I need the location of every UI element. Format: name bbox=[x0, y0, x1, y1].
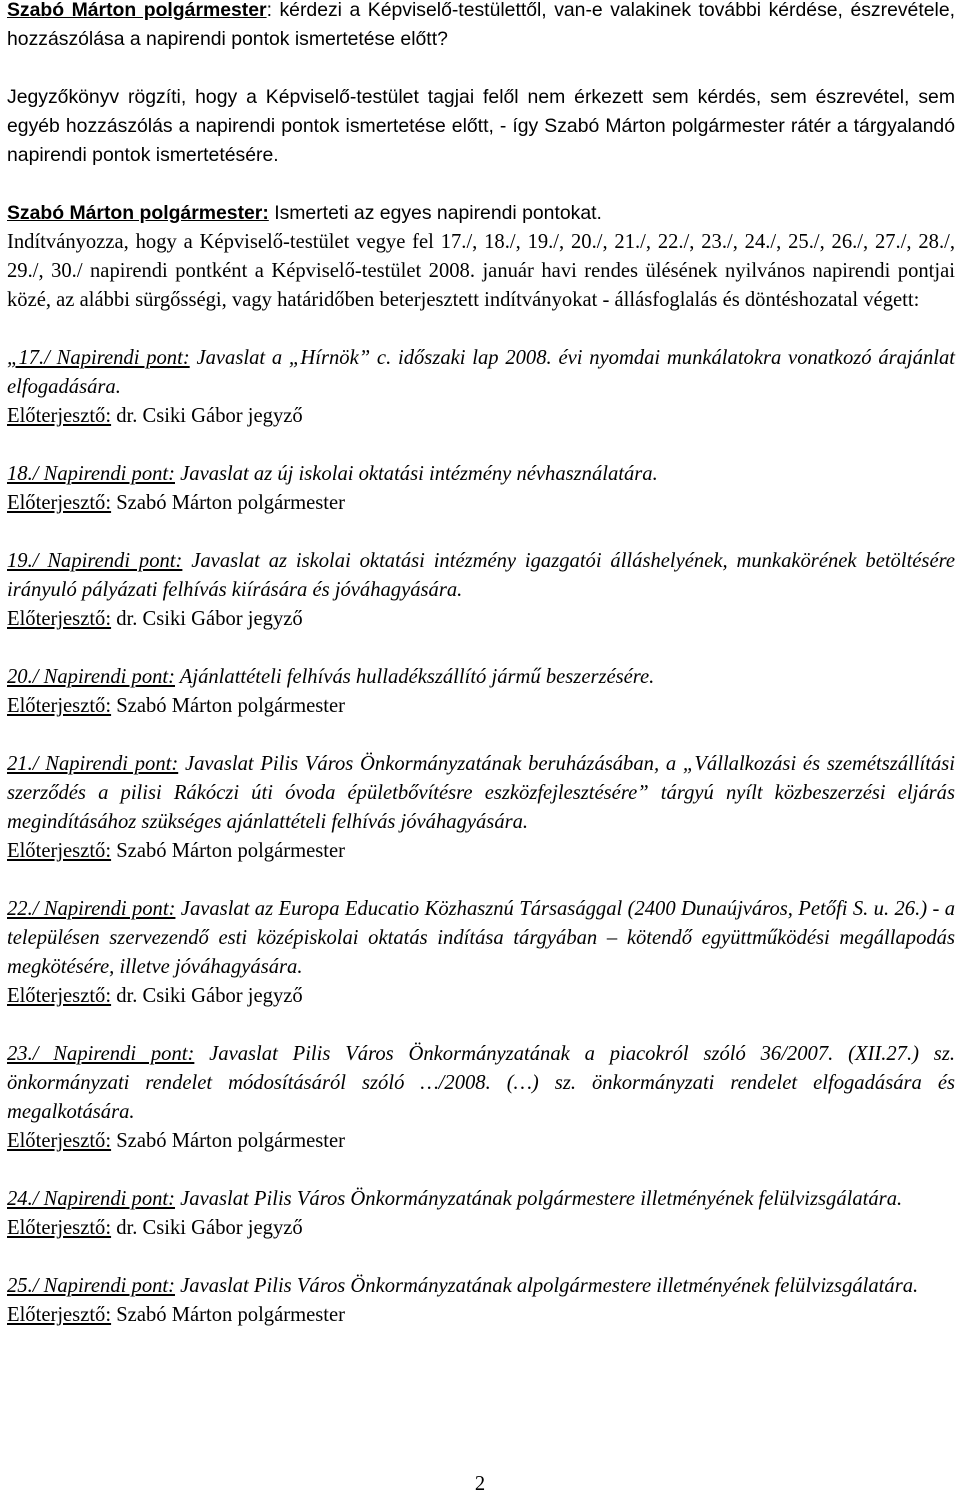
agenda-item-text: Ajánlattételi felhívás hulladékszállító jármű beszerzésére. bbox=[175, 666, 655, 688]
presenter-name: dr. Csiki Gábor jegyző bbox=[111, 608, 303, 630]
agenda-item-title bbox=[7, 547, 955, 605]
agenda-item bbox=[7, 460, 955, 518]
agenda-item-title bbox=[7, 1185, 955, 1214]
agenda-item-title bbox=[7, 1272, 955, 1301]
agenda-item-text: Javaslat Pilis Város Önkormányzatának a piacokról szóló 36/2007. (XII.27.) sz. önkormányzati rendelet módosításáról szóló …/2008. (…) sz. önkormányzati rendelet elfogadására és megalkotására. bbox=[7, 1043, 955, 1123]
agenda-item-number: 19./ Napirendi pont: bbox=[7, 550, 183, 572]
announcement-proposal: Indítványozza, hogy a Képviselő-testület vegye fel 17./, 18./, 19./, 20./, 21./, 22./, 23./, 24./, 25./, 26./, 27./, 28./, 29./, 30./ napirendi pontként a Képviselő-testület 2008. január havi rendes ülésének nyilvános napirendi pontjai közé, az alábbi sürgősségi, vagy határidőben beterjesztett indítványokat - állásfoglalás és döntéshozatal végett: bbox=[7, 231, 955, 311]
intro-speaker: Szabó Márton polgármester bbox=[7, 0, 267, 21]
agenda-item-number: 20./ Napirendi pont: bbox=[7, 666, 175, 688]
agenda-item bbox=[7, 750, 955, 866]
spacer bbox=[7, 170, 955, 199]
spacer bbox=[7, 315, 955, 344]
agenda-item-number: 24./ Napirendi pont: bbox=[7, 1188, 175, 1210]
agenda-item-presenter bbox=[7, 1127, 955, 1156]
presenter-name: Szabó Márton polgármester bbox=[111, 695, 345, 717]
presenter-label: Előterjesztő: bbox=[7, 840, 112, 862]
agenda-item-title bbox=[7, 895, 955, 982]
agenda-item bbox=[7, 663, 955, 721]
spacer bbox=[7, 1243, 955, 1272]
announcement-speaker: Szabó Márton polgármester: bbox=[7, 202, 269, 224]
document-page bbox=[7, 0, 955, 1330]
spacer bbox=[7, 431, 955, 460]
agenda-item-title bbox=[7, 460, 955, 489]
agenda-item-title bbox=[7, 750, 955, 837]
agenda-item-presenter bbox=[7, 605, 955, 634]
presenter-name: Szabó Márton polgármester bbox=[111, 1130, 345, 1152]
presenter-name: Szabó Márton polgármester bbox=[111, 492, 345, 514]
agenda-item-number: 18./ Napirendi pont: bbox=[7, 463, 175, 485]
agenda-item-number: 21./ Napirendi pont: bbox=[7, 753, 179, 775]
presenter-label: Előterjesztő: bbox=[7, 695, 112, 717]
agenda-item-text: Javaslat az iskolai oktatási intézmény igazgatói álláshelyének, munkakörének betöltésére irányuló pályázati felhívás kiírására és jóváhagyására. bbox=[7, 550, 955, 601]
presenter-name: Szabó Márton polgármester bbox=[111, 840, 345, 862]
agenda-item-title bbox=[7, 344, 955, 402]
announcement-text: Ismerteti az egyes napirendi pontokat. bbox=[268, 202, 602, 224]
agenda-item-presenter bbox=[7, 1301, 955, 1330]
agenda-item bbox=[7, 547, 955, 634]
presenter-label: Előterjesztő: bbox=[7, 1217, 112, 1239]
agenda-item-number: 22./ Napirendi pont: bbox=[7, 898, 176, 920]
presenter-name: dr. Csiki Gábor jegyző bbox=[111, 985, 303, 1007]
presenter-label: Előterjesztő: bbox=[7, 492, 112, 514]
agenda-item-title bbox=[7, 663, 955, 692]
announcement-line1 bbox=[7, 199, 955, 228]
agenda-item-presenter bbox=[7, 402, 955, 431]
presenter-name: Szabó Márton polgármester bbox=[111, 1304, 345, 1326]
spacer bbox=[7, 518, 955, 547]
spacer bbox=[7, 866, 955, 895]
presenter-label: Előterjesztő: bbox=[7, 1130, 112, 1152]
agenda-item bbox=[7, 895, 955, 1011]
presenter-label: Előterjesztő: bbox=[7, 608, 112, 630]
presenter-label: Előterjesztő: bbox=[7, 405, 112, 427]
presenter-label: Előterjesztő: bbox=[7, 1304, 112, 1326]
agenda-item bbox=[7, 1040, 955, 1156]
agenda-item-number: 23./ Napirendi pont: bbox=[7, 1043, 195, 1065]
agenda-item-presenter bbox=[7, 692, 955, 721]
agenda-item-text: Javaslat az új iskolai oktatási intézmény névhasználatára. bbox=[175, 463, 658, 485]
minutes-note: Jegyzőkönyv rögzíti, hogy a Képviselő-testület tagjai felől nem érkezett sem kérdés, sem észrevétel, sem egyéb hozzászólás a napirendi pontok ismertetése előtt, - így Szabó Márton polgármester rátér a tárgyalandó napirendi pontok ismertetésére. bbox=[7, 86, 955, 166]
agenda-item-presenter bbox=[7, 1214, 955, 1243]
agenda-item-presenter bbox=[7, 489, 955, 518]
agenda-item-text: Javaslat az Europa Educatio Közhasznú Társasággal (2400 Dunaújváros, Petőfi S. u. 26.) - a településen szervezendő esti középiskolai oktatás indítása tárgyában – kötendő együttműködési megállapodás megkötésére, illetve jóváhagyására. bbox=[7, 898, 955, 978]
agenda-item bbox=[7, 1185, 955, 1243]
spacer bbox=[7, 1011, 955, 1040]
agenda-item bbox=[7, 1272, 955, 1330]
agenda-item-number: „17./ Napirendi pont: bbox=[7, 347, 190, 369]
intro-text: : kérdezi a Képviselő-testülettől, van-e valakinek további kérdése, észrevétele, hozzászólása a napirendi pontok ismertetése előtt? bbox=[7, 0, 955, 50]
spacer bbox=[7, 634, 955, 663]
agenda-item-text: Javaslat Pilis Város Önkormányzatának beruházásában, a „Vállalkozási és szemétszállítási szerződés a pilisi Rákóczi úti óvoda épületbővítésre eszközfejlesztésére” tárgyú nyílt közbeszerzési eljárás megindításához szükséges ajánlattételi felhívás jóváhagyására. bbox=[7, 753, 955, 833]
presenter-label: Előterjesztő: bbox=[7, 985, 112, 1007]
agenda-item-text: Javaslat Pilis Város Önkormányzatának polgármestere illetményének felülvizsgálatára. bbox=[175, 1188, 903, 1210]
presenter-name: dr. Csiki Gábor jegyző bbox=[111, 1217, 303, 1239]
spacer bbox=[7, 721, 955, 750]
agenda-item-title bbox=[7, 1040, 955, 1127]
page-number: 2 bbox=[474, 1473, 486, 1495]
agenda-item-presenter bbox=[7, 837, 955, 866]
agenda-item-text: Javaslat Pilis Város Önkormányzatának alpolgármestere illetményének felülvizsgálatára. bbox=[175, 1275, 919, 1297]
agenda-item bbox=[7, 344, 955, 431]
spacer bbox=[7, 1156, 955, 1185]
presenter-name: dr. Csiki Gábor jegyző bbox=[111, 405, 303, 427]
intro-paragraph bbox=[7, 0, 955, 54]
agenda-item-text: Javaslat a „Hírnök” c. időszaki lap 2008. évi nyomdai munkálatokra vonatkozó árajánlat elfogadására. bbox=[7, 347, 955, 398]
agenda-item-number: 25./ Napirendi pont: bbox=[7, 1275, 175, 1297]
agenda-item-presenter bbox=[7, 982, 955, 1011]
spacer bbox=[7, 54, 955, 83]
agenda-items bbox=[7, 344, 955, 1330]
